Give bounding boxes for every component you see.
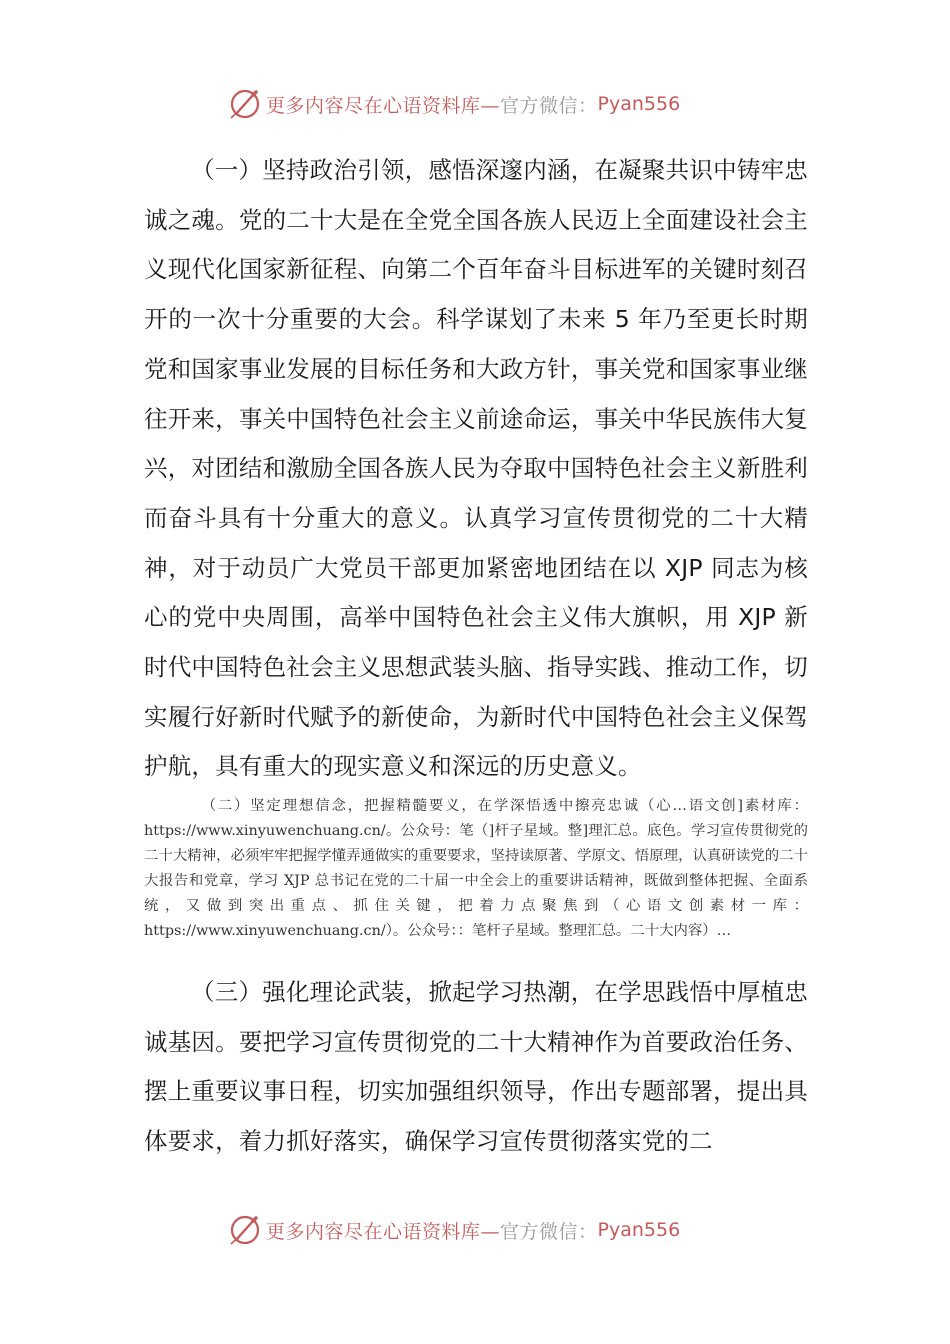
- footer-banner: [228, 1213, 680, 1247]
- pen-logo-icon: [228, 1213, 262, 1247]
- paragraph-one: （一）坚持政治引领，感悟深邃内涵，在凝聚共识中铸牢忠诚之魂。党的二十大是在全党全国各族人民迈上全面建设社会主义现代化国家新征程、向第二个百年奋斗目标进军的关键时刻召开的一次十分重要的大会。科学谋划了未来 5 年乃至更长时期党和国家事业发展的目标任务和大政方针，事关党和国家事业继往开来，事关中国特色社会主义前途命运，事关中华民族伟大复兴，对团结和激励全国各族人民为夺取中国特色社会主义新胜利而奋斗具有十分重大的意义。认真学习宣传贯彻党的二十大精神，对于动员广大党员干部更加紧密地团结在以 XJP 同志为核心的党中央周围，高举中国特色社会主义伟大旗帜，用 XJP 新时代中国特色社会主义思想武装头脑、指导实践、推动工作，切实履行好新时代赋予的新使命，为新时代中国特色社会主义保驾护航，具有重大的现实意义和深远的历史意义。: [144, 156, 808, 781]
- banner-wechat-label: 官方微信：: [500, 1220, 598, 1243]
- banner-text: 更多内容尽在心语资料库—: [266, 1220, 501, 1243]
- header-banner: [228, 87, 680, 121]
- banner-wechat-id: Pyan556: [597, 93, 681, 115]
- paragraph-two: （二）坚定理想信念，把握精髓要义，在学深悟透中擦亮忠诚（心…语文创]素材库：https://www.xinyuwenchuang.cn/。公众号：笔（]杆子星域。整]理汇总。底色。学习宣传贯彻党的二十大精神，必须牢牢把握学懂弄通做实的重要要求，坚持读原著、学原文、悟原理，认真研读党的二十大报告和党章，学习 XJP 总书记在党的二十届一中全会上的重要讲话精神，既做到整体把握、全面系统，又做到突出重点、抓住关键，把着力点聚焦到（心语文创素材一库：https://www.xinyuwenchuang.cn/）。公众号：：笔杆子星域。整理汇总。二十大内容）…: [144, 798, 808, 939]
- banner-text: 更多内容尽在心语资料库—: [266, 94, 501, 117]
- banner-wechat-id: Pyan556: [597, 1219, 681, 1241]
- banner-wechat-label: 官方微信：: [500, 94, 598, 117]
- pen-logo-icon: [228, 87, 262, 121]
- paragraph-three: （三）强化理论武装，掀起学习热潮，在学思践悟中厚植忠诚基因。要把学习宣传贯彻党的二十大精神作为首要政治任务、摆上重要议事日程，切实加强组织领导，作出专题部署，提出具体要求，着力抓好落实，确保学习宣传贯彻落实党的二: [144, 978, 808, 1156]
